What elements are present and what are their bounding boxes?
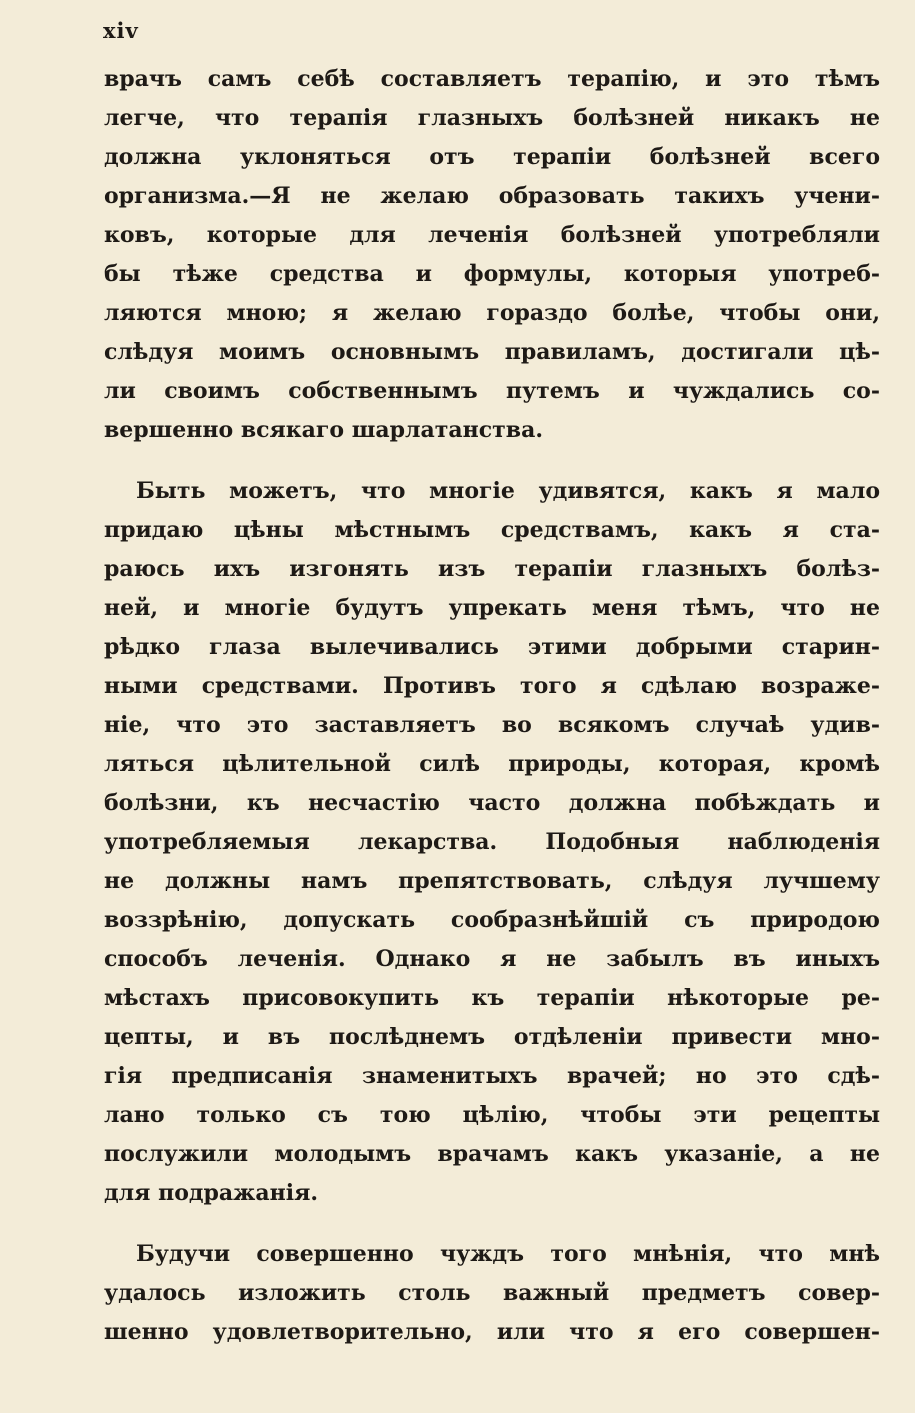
text-line: Будучи совершенно чуждъ того мнѣнія, что мнѣ [136,1241,880,1267]
text-line: употребляемыя лекарства. Подобныя наблюденія [104,829,880,855]
text-line: цепты, и въ послѣднемъ отдѣленіи привести мно- [104,1024,880,1050]
paragraph-gap [104,450,880,472]
text-line: раюсь ихъ изгонять изъ терапіи глазныхъ болѣз- [104,556,880,582]
paragraph-3 [104,1235,880,1352]
body-text [104,60,880,1352]
text-line: шенно удовлетворительно, или что я его совершен- [104,1319,880,1345]
text-line: ли своимъ собственнымъ путемъ и чуждались со- [104,378,880,404]
text-line: придаю цѣны мѣстнымъ средствамъ, какъ я ста- [104,517,880,543]
paragraph-2 [104,472,880,1213]
text-line: ней, и многіе будутъ упрекать меня тѣмъ, что не [104,595,880,621]
text-line: бы тѣже средства и формулы, которыя употреб- [104,261,880,287]
page-number: xiv [103,18,139,43]
text-line: организма.—Я не желаю образовать такихъ учени- [104,183,880,209]
text-line: воззрѣнію, допускать сообразнѣйшій съ природою [104,907,880,933]
paragraph-gap [104,1213,880,1235]
text-line: ными средствами. Противъ того я сдѣлаю возраже- [104,673,880,699]
text-line: послужили молодымъ врачамъ какъ указаніе, а не [104,1141,880,1167]
text-line: способъ леченія. Однако я не забылъ въ иныхъ [104,946,880,972]
text-line: лано только съ тою цѣлію, чтобы эти рецепты [104,1102,880,1128]
text-line: ляются мною; я желаю гораздо болѣе, чтобы они, [104,300,880,326]
text-line: рѣдко глаза вылечивались этими добрыми старин- [104,634,880,660]
text-line: ніе, что это заставляетъ во всякомъ случаѣ удив- [104,712,880,738]
text-line: удалось изложить столь важный предметъ совер- [104,1280,880,1306]
text-line: легче, что терапія глазныхъ болѣзней никакъ не [104,105,880,131]
text-line: слѣдуя моимъ основнымъ правиламъ, достигали цѣ- [104,339,880,365]
text-line: гія предписанія знаменитыхъ врачей; но это сдѣ- [104,1063,880,1089]
text-line: ковъ, которые для леченія болѣзней употребляли [104,222,880,248]
text-line: врачъ самъ себѣ составляетъ терапію, и это тѣмъ [104,66,880,92]
text-line: болѣзни, къ несчастію часто должна побѣждать и [104,790,880,816]
text-line: мѣстахъ присовокупить къ терапіи нѣкоторые ре- [104,985,880,1011]
text-line: для подражанія. [104,1180,319,1206]
text-line: Быть можетъ, что многіе удивятся, какъ я мало [136,478,880,504]
text-line: вершенно всякаго шарлатанства. [104,417,544,443]
paragraph-1 [104,60,880,450]
text-line: ляться цѣлительной силѣ природы, которая, кромѣ [104,751,880,777]
text-line: не должны намъ препятствовать, слѣдуя лучшему [104,868,880,894]
text-line: должна уклоняться отъ терапіи болѣзней всего [104,144,880,170]
